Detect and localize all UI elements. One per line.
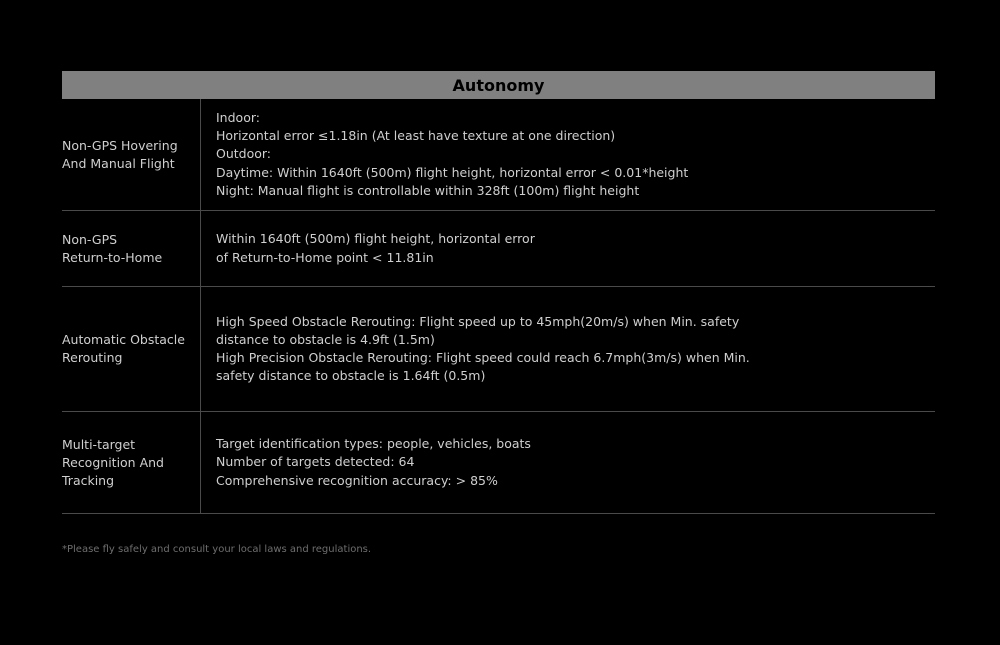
spec-value-line: Horizontal error ≤1.18in (At least have texture at one direction) bbox=[216, 128, 616, 144]
table-title: Autonomy bbox=[452, 75, 545, 95]
spec-value-line: Night: Manual flight is controllable within 328ft (100m) flight height bbox=[216, 182, 640, 198]
spec-label: Non-GPS Return-to-Home bbox=[62, 231, 163, 265]
spec-label: Multi-target Recognition And Tracking bbox=[62, 436, 164, 488]
spec-row-non-gps-rth bbox=[62, 211, 935, 287]
footnote: *Please fly safely and consult your local laws and regulations. bbox=[62, 544, 372, 555]
spec-value-line: Target identification types: people, vehicles, boats bbox=[216, 436, 531, 452]
spec-value-line: of Return-to-Home point < 11.81in bbox=[216, 249, 434, 265]
spec-value-cell bbox=[201, 412, 935, 513]
spec-value-line: Within 1640ft (500m) flight height, horizontal error bbox=[216, 231, 535, 247]
spec-value-cell bbox=[201, 211, 935, 286]
spec-row-multi-target bbox=[62, 412, 935, 514]
spec-value-line: Indoor: bbox=[216, 109, 260, 125]
spec-label: Non-GPS Hovering And Manual Flight bbox=[62, 137, 178, 171]
spec-value-line: Number of targets detected: 64 bbox=[216, 454, 415, 470]
spec-label-cell bbox=[62, 99, 201, 210]
spec-value-line: High Speed Obstacle Rerouting: Flight speed up to 45mph(20m/s) when Min. safety bbox=[216, 313, 740, 329]
table-header bbox=[62, 71, 935, 99]
spec-value-cell bbox=[201, 99, 935, 210]
spec-value-line: Daytime: Within 1640ft (500m) flight height, horizontal error < 0.01*height bbox=[216, 164, 689, 180]
spec-label-cell bbox=[62, 287, 201, 411]
spec-row-non-gps-hovering bbox=[62, 99, 935, 211]
spec-label-cell bbox=[62, 412, 201, 513]
spec-value-cell bbox=[201, 287, 935, 411]
spec-value-line: Outdoor: bbox=[216, 146, 272, 162]
spec-value-line: distance to obstacle is 4.9ft (1.5m) bbox=[216, 331, 435, 347]
spec-row-obstacle-rerouting bbox=[62, 287, 935, 412]
spec-label: Automatic Obstacle Rerouting bbox=[62, 332, 185, 365]
spec-value-line: Comprehensive recognition accuracy: > 85% bbox=[216, 472, 498, 488]
spec-value-line: safety distance to obstacle is 1.64ft (0.5m) bbox=[216, 368, 486, 384]
spec-table bbox=[62, 71, 935, 514]
spec-label-cell bbox=[62, 211, 201, 286]
spec-value-line: High Precision Obstacle Rerouting: Flight speed could reach 6.7mph(3m/s) when Min. bbox=[216, 350, 750, 365]
